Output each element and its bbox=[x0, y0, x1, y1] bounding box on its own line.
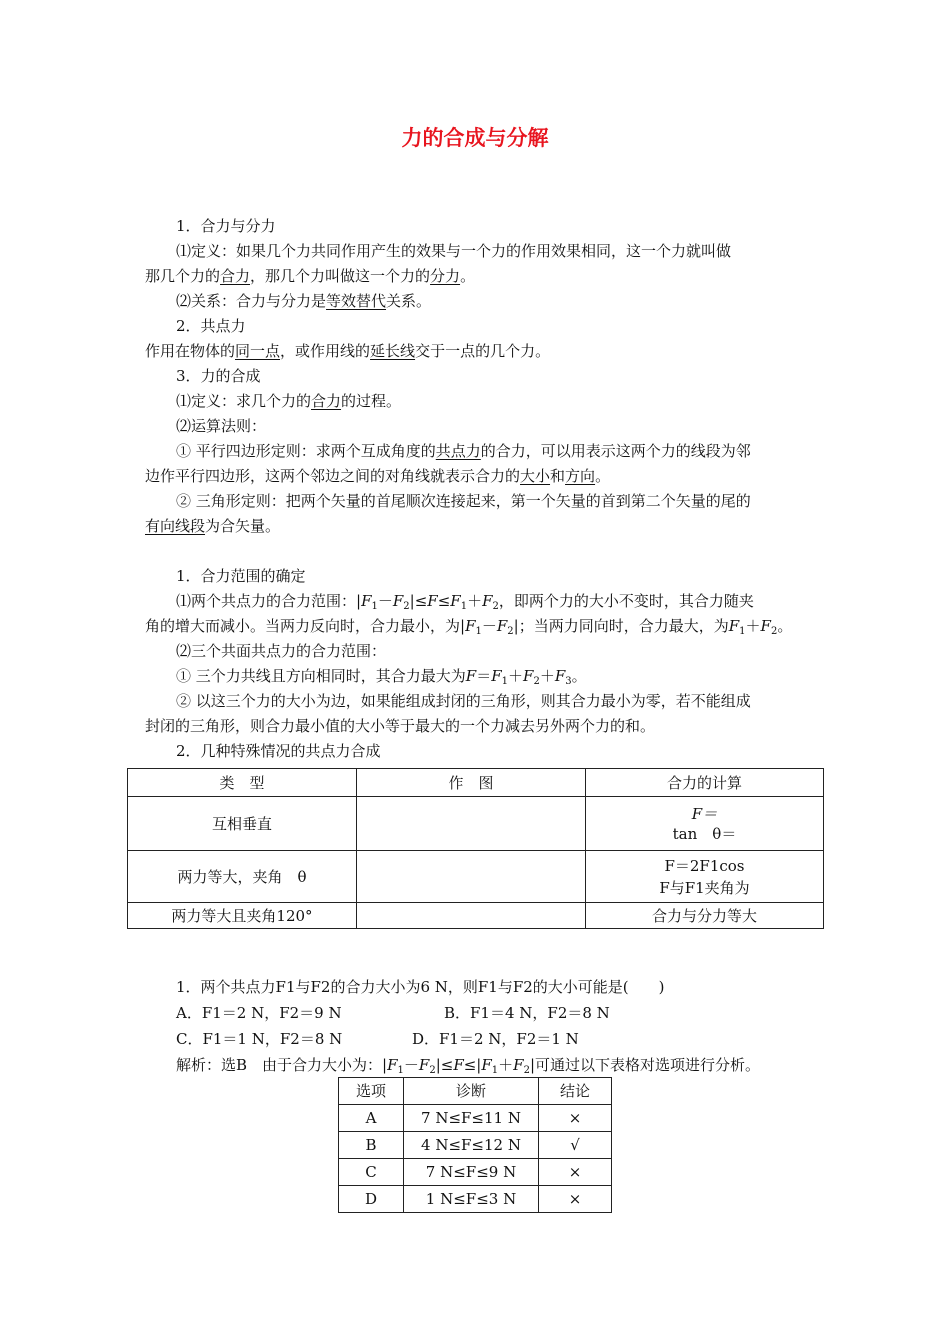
diagram-cell bbox=[357, 797, 586, 851]
heading-composition: 3．力的合成 bbox=[176, 367, 261, 385]
heading-concurrent-force: 2．共点力 bbox=[176, 317, 246, 335]
rules-heading: ⑵运算法则： bbox=[176, 417, 267, 435]
col-calc-header: 合力的计算 bbox=[586, 769, 824, 797]
blank-component: 分力 bbox=[430, 267, 461, 285]
triangle-line-2: 有向线段为合矢量。 bbox=[145, 517, 281, 535]
blank-equivalent: 等效替代 bbox=[326, 292, 387, 310]
parallelogram-line-1: ① 平行四边形定则：求两个互成角度的共点力的合力，可以用表示这两个力的线段为邻 bbox=[176, 442, 751, 460]
range-two-forces-line-2: 角的增大而减小。当两力反向时，合力最小，为$|F_1-F_2|$；当两力同向时，合力最大，为$F_1+F_2$。 bbox=[145, 617, 793, 637]
table-row bbox=[128, 797, 824, 851]
parallelogram-line-2: 边作平行四边形，这两个邻边之间的对角线就表示合力的大小和方向。 bbox=[145, 467, 611, 485]
special-cases-table bbox=[127, 768, 824, 929]
row-option: C bbox=[339, 1159, 404, 1186]
question-1: 1．两个共点力F1与F2的合力大小为6 N，则F1与F2的大小可能是( ) bbox=[176, 978, 665, 996]
composition-definition: ⑴定义：求几个力的合力的过程。 bbox=[176, 392, 402, 410]
range-two-forces-line-1: ⑴两个共点力的合力范围：$|F_1-F_2|\le F\le F_1+F_2$，即两个力的大小不变时，其合力随夹 bbox=[176, 592, 754, 612]
row-diagnosis: 4 N≤F≤12 N bbox=[404, 1132, 539, 1159]
table-row bbox=[339, 1132, 612, 1159]
relation-line: ⑵关系：合力与分力是等效替代关系。 bbox=[176, 292, 432, 310]
option-b: B．F1＝4 N，F2＝8 N bbox=[444, 1004, 610, 1022]
triangle-line-1: ② 三角形定则：把两个矢量的首尾顺次连接起来，第一个矢量的首到第二个矢量的尾的 bbox=[176, 492, 751, 510]
row-option: A bbox=[339, 1105, 404, 1132]
diagram-cell bbox=[357, 851, 586, 903]
blank-resultant: 合力 bbox=[220, 267, 251, 285]
calc-2F1cos: F＝2F1cos bbox=[664, 856, 745, 875]
col-diagram-header: 作 图 bbox=[357, 769, 586, 797]
col-type-header: 类 型 bbox=[128, 769, 357, 797]
blank-resultant-2: 合力 bbox=[311, 392, 342, 410]
blank-extension-line: 延长线 bbox=[370, 342, 416, 360]
calc-angle: F与F1夹角为 bbox=[659, 878, 750, 897]
heading-resultant-component: 1．合力与分力 bbox=[176, 217, 276, 235]
row-conclusion: × bbox=[539, 1159, 612, 1186]
blank-directed-segment: 有向线段 bbox=[145, 517, 206, 535]
calc-F: F＝ bbox=[691, 804, 718, 823]
row-conclusion: √ bbox=[539, 1132, 612, 1159]
row-diagnosis: 7 N≤F≤9 N bbox=[404, 1159, 539, 1186]
table-row bbox=[339, 1105, 612, 1132]
col-conclusion-header: 结论 bbox=[539, 1078, 612, 1105]
row-diagnosis: 1 N≤F≤3 N bbox=[404, 1186, 539, 1213]
table-row bbox=[339, 1186, 612, 1213]
page-title: 力的合成与分解 bbox=[401, 126, 549, 150]
col-diagnosis-header: 诊断 bbox=[404, 1078, 539, 1105]
three-forces-min-line-2: 封闭的三角形，则合力最小值的大小等于最大的一个力减去另外两个力的和。 bbox=[145, 717, 656, 735]
definition-line-2: 那几个力的合力，那几个力叫做这一个力的分力。 bbox=[145, 267, 476, 285]
type-perpendicular: 互相垂直 bbox=[128, 797, 357, 851]
range-three-forces: ⑵三个共面共点力的合力范围： bbox=[176, 642, 387, 660]
concurrent-definition: 作用在物体的同一点，或作用线的延长线交于一点的几个力。 bbox=[145, 342, 551, 360]
table-row bbox=[128, 851, 824, 903]
row-option: D bbox=[339, 1186, 404, 1213]
type-equal-120: 两力等大且夹角120° bbox=[128, 903, 357, 929]
heading-range: 1．合力范围的确定 bbox=[176, 567, 306, 585]
three-forces-max: ① 三个力共线且方向相同时，其合力最大为$F=F_1+F_2+F_3$。 bbox=[176, 667, 587, 687]
table-row bbox=[128, 903, 824, 929]
blank-direction: 方向 bbox=[565, 467, 596, 485]
blank-same-point: 同一点 bbox=[235, 342, 281, 360]
table-row bbox=[339, 1159, 612, 1186]
calc-cell bbox=[586, 851, 824, 903]
row-diagnosis: 7 N≤F≤11 N bbox=[404, 1105, 539, 1132]
col-option-header: 选项 bbox=[339, 1078, 404, 1105]
blank-concurrent: 共点力 bbox=[435, 442, 481, 460]
answer-table bbox=[338, 1077, 612, 1213]
option-d: D．F1＝2 N，F2＝1 N bbox=[412, 1030, 579, 1048]
heading-special-cases: 2．几种特殊情况的共点力合成 bbox=[176, 742, 381, 760]
option-a: A．F1＝2 N，F2＝9 N bbox=[176, 1004, 342, 1022]
calc-equal: 合力与分力等大 bbox=[586, 903, 824, 929]
calc-cell bbox=[586, 797, 824, 851]
type-equal-angle: 两力等大，夹角 θ bbox=[128, 851, 357, 903]
blank-magnitude: 大小 bbox=[520, 467, 551, 485]
diagram-cell bbox=[357, 903, 586, 929]
three-forces-min-line-1: ② 以这三个力的大小为边，如果能组成封闭的三角形，则其合力最小为零，若不能组成 bbox=[176, 692, 751, 710]
option-c: C．F1＝1 N，F2＝8 N bbox=[176, 1030, 343, 1048]
row-option: B bbox=[339, 1132, 404, 1159]
calc-tan: tan θ＝ bbox=[672, 824, 737, 843]
row-conclusion: × bbox=[539, 1186, 612, 1213]
answer-explanation: 解析：选B 由于合力大小为：$|F_1-F_2|\le F\le|F_1+F_2|$可通过以下表格对选项进行分析。 bbox=[176, 1056, 761, 1076]
row-conclusion: × bbox=[539, 1105, 612, 1132]
definition-line-1: ⑴定义：如果几个力共同作用产生的效果与一个力的作用效果相同，这一个力就叫做 bbox=[176, 242, 732, 260]
